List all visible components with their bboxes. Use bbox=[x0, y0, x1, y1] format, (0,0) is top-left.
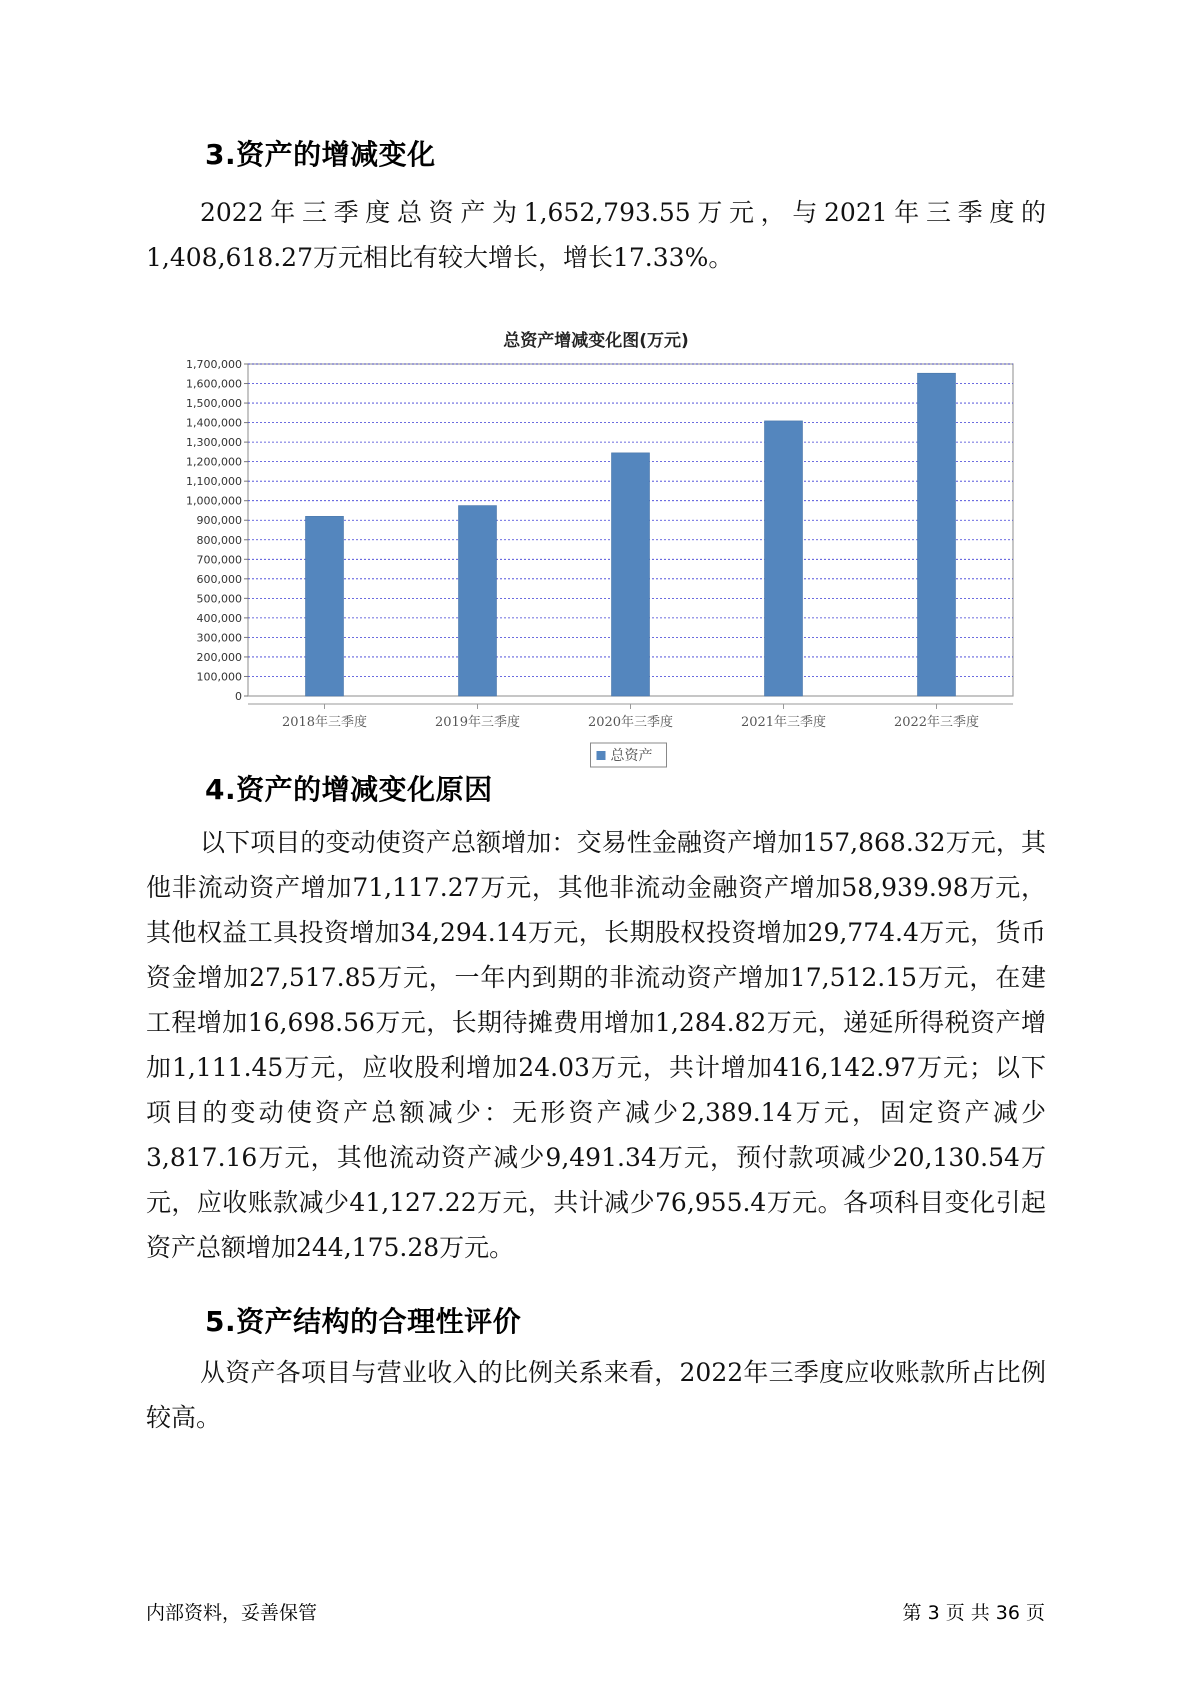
footer-page-number: 第 3 页 共 36 页 bbox=[902, 1602, 1045, 1624]
legend-swatch bbox=[597, 751, 606, 760]
y-tick-label: 1,600,000 bbox=[186, 377, 242, 391]
y-tick-label: 1,000,000 bbox=[186, 494, 242, 508]
y-tick-label: 1,300,000 bbox=[186, 436, 242, 450]
y-tick-label: 0 bbox=[235, 690, 242, 703]
y-tick-label: 800,000 bbox=[196, 533, 242, 547]
x-tick-label: 2019年三季度 bbox=[434, 715, 521, 730]
x-tick-label: 2021年三季度 bbox=[740, 715, 827, 730]
y-tick-label: 1,500,000 bbox=[186, 397, 242, 411]
bar bbox=[459, 506, 497, 696]
y-tick-label: 900,000 bbox=[196, 514, 242, 528]
section-4-paragraph: 以下项目的变动使资产总额增加：交易性金融资产增加157,868.32万元，其他非流动资产增加71,117.27万元，其他非流动金融资产增加58,939.98万元，其他权益工具投资增加34,294.14万元，长期股权投资增加29,774.4万元，货币资金增加27,517.85万元，一年内到期的非流动资产增加17,512.15万元，在建工程增加16,698.56万元，长期待摊费用增加1,284.82万元，递延所得税资产增加1,111.45万元，应收股利增加24.03万元，共计增加416,142.97万元；以下项目的变动使资产总额减少：无形资产减少2,389.14万元，固定资产减少3,817.16万元，其他流动资产减少9,491.34万元，预付款项减少20,130.54万元，应收账款减少41,127.22万元，共计减少76,955.4万元。各项科目变化引起资产总额增加244,175.28万元。 bbox=[146, 828, 1046, 1262]
y-tick-label: 1,200,000 bbox=[186, 455, 242, 469]
y-tick-label: 300,000 bbox=[196, 631, 242, 645]
y-tick-label: 600,000 bbox=[196, 572, 242, 586]
y-tick-label: 100,000 bbox=[196, 670, 242, 684]
y-tick-label: 1,100,000 bbox=[186, 475, 242, 489]
y-tick-label: 400,000 bbox=[196, 611, 242, 625]
bar bbox=[612, 453, 650, 696]
section-4-heading: 4.资产的增减变化原因 bbox=[205, 773, 493, 806]
bar bbox=[765, 421, 803, 696]
legend-label: 总资产 bbox=[610, 748, 653, 764]
bar bbox=[306, 516, 344, 696]
footer-confidential-note: 内部资料，妥善保管 bbox=[146, 1602, 318, 1624]
y-tick-label: 500,000 bbox=[196, 592, 242, 606]
asset-bar-chart bbox=[150, 356, 1030, 776]
bar bbox=[918, 373, 956, 696]
section-5-paragraph: 从资产各项目与营业收入的比例关系来看，2022年三季度应收账款所占比例较高。 bbox=[146, 1358, 1046, 1432]
y-tick-label: 1,700,000 bbox=[186, 358, 242, 371]
x-tick-label: 2020年三季度 bbox=[587, 715, 674, 730]
y-tick-label: 200,000 bbox=[196, 650, 242, 664]
section-3-heading: 3.资产的增减变化 bbox=[205, 138, 436, 171]
y-tick-label: 1,400,000 bbox=[186, 416, 242, 430]
x-tick-label: 2018年三季度 bbox=[281, 715, 368, 730]
section-5-heading: 5.资产结构的合理性评价 bbox=[205, 1305, 522, 1338]
section-3-paragraph: 2022年三季度总资产为1,652,793.55万元，与2021年三季度的1,408,618.27万元相比有较大增长，增长17.33%。 bbox=[146, 198, 1046, 272]
y-tick-label: 700,000 bbox=[196, 553, 242, 567]
chart-title: 总资产增减变化图(万元) bbox=[503, 331, 689, 351]
x-tick-label: 2022年三季度 bbox=[893, 715, 980, 730]
